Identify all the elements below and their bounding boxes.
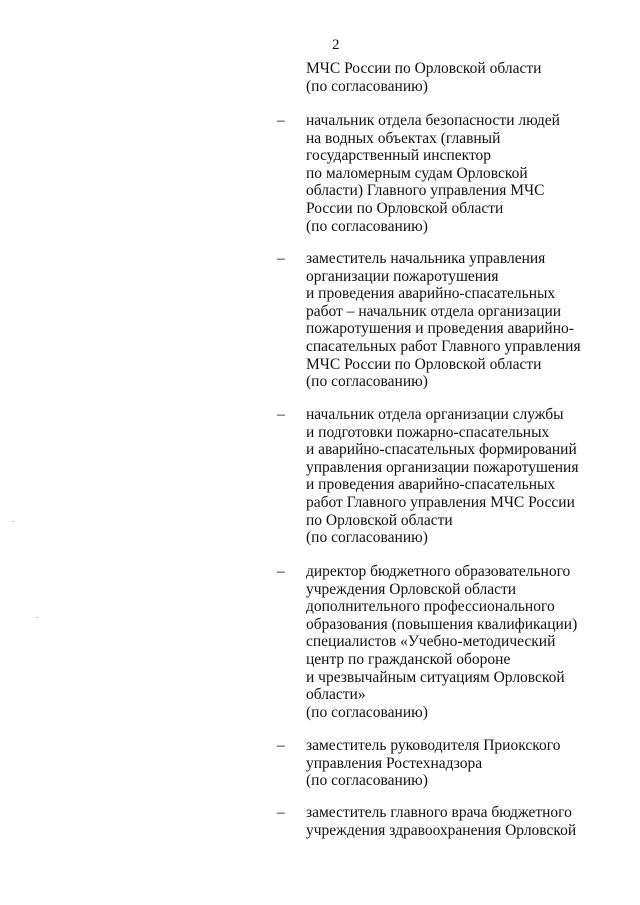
list-item-text bbox=[306, 563, 577, 721]
text-line: заместитель начальника управления bbox=[306, 250, 546, 267]
text-line: и проведения аварийно-спасательных bbox=[306, 476, 556, 494]
text-line: и проведения аварийно-спасательных bbox=[306, 285, 556, 303]
text-line: заместитель руководителя Приокского bbox=[306, 737, 561, 754]
text-line: управления организации пожаротушения bbox=[306, 458, 579, 476]
text-line: (по согласованию) bbox=[306, 217, 428, 235]
list-item-text bbox=[306, 737, 560, 790]
text-line: образования (повышения квалификации) bbox=[306, 615, 578, 633]
text-line: спасательных работ Главного управления bbox=[306, 337, 581, 355]
text-line: заместитель главного врача бюджетного bbox=[306, 804, 572, 821]
page-number: 2 bbox=[332, 37, 340, 53]
text-line: по Орловской области bbox=[306, 511, 453, 529]
text-line: и аварийно-спасательных формирований bbox=[306, 441, 577, 459]
list-dash: – bbox=[277, 804, 285, 821]
text-line: пожаротушения и проведения аварийно- bbox=[306, 320, 574, 338]
text-line: МЧС России по Орловской области bbox=[306, 355, 542, 373]
list-item-text bbox=[306, 804, 576, 839]
list-dash: – bbox=[277, 112, 285, 129]
text-line: государственный инспектор bbox=[306, 147, 492, 165]
text-line: и подготовки пожарно-спасательных bbox=[306, 423, 550, 441]
text-line: центр по гражданской обороне bbox=[306, 650, 511, 668]
text-line: (по согласованию) bbox=[306, 373, 428, 391]
list-dash: – bbox=[277, 250, 285, 267]
text-line: учреждения здравоохранения Орловской bbox=[306, 821, 577, 839]
text-line: (по согласованию) bbox=[306, 529, 428, 547]
scan-speck bbox=[36, 617, 38, 618]
text-line: на водных объектах (главный bbox=[306, 129, 501, 147]
text-line: начальник отдела организации службы bbox=[306, 406, 564, 423]
text-line: дополнительного профессионального bbox=[306, 598, 555, 616]
text-line: и чрезвычайным ситуациям Орловской bbox=[306, 668, 565, 686]
list-item-text bbox=[306, 112, 560, 235]
text-line: начальник отдела безопасности людей bbox=[306, 112, 560, 129]
text-line: МЧС России по Орловской области bbox=[306, 60, 542, 77]
text-line: (по согласованию) bbox=[306, 772, 428, 790]
text-line: по маломерным судам Орловской bbox=[306, 164, 528, 182]
list-dash: – bbox=[277, 737, 285, 754]
continued-entry-tail bbox=[306, 60, 606, 95]
list-dash: – bbox=[277, 406, 285, 423]
list-dash: – bbox=[277, 563, 285, 580]
text-line: работ Главного управления МЧС России bbox=[306, 493, 575, 511]
list-item-text bbox=[306, 406, 578, 547]
text-line: управления Ростехнадзора bbox=[306, 754, 483, 772]
text-line: (по согласованию) bbox=[306, 77, 428, 95]
list-item-text bbox=[306, 250, 581, 391]
text-line: учреждения Орловской области bbox=[306, 580, 517, 598]
text-line: директор бюджетного образовательного bbox=[306, 563, 571, 580]
text-line: области) Главного управления МЧС bbox=[306, 182, 545, 200]
scan-speck bbox=[12, 521, 14, 522]
text-line: (по согласованию) bbox=[306, 703, 428, 721]
text-line: организации пожаротушения bbox=[306, 267, 499, 285]
text-line: России по Орловской области bbox=[306, 199, 504, 217]
text-line: области» bbox=[306, 686, 366, 704]
text-line: специалистов «Учебно-методический bbox=[306, 633, 556, 651]
text-line: работ – начальник отдела организации bbox=[306, 302, 562, 320]
